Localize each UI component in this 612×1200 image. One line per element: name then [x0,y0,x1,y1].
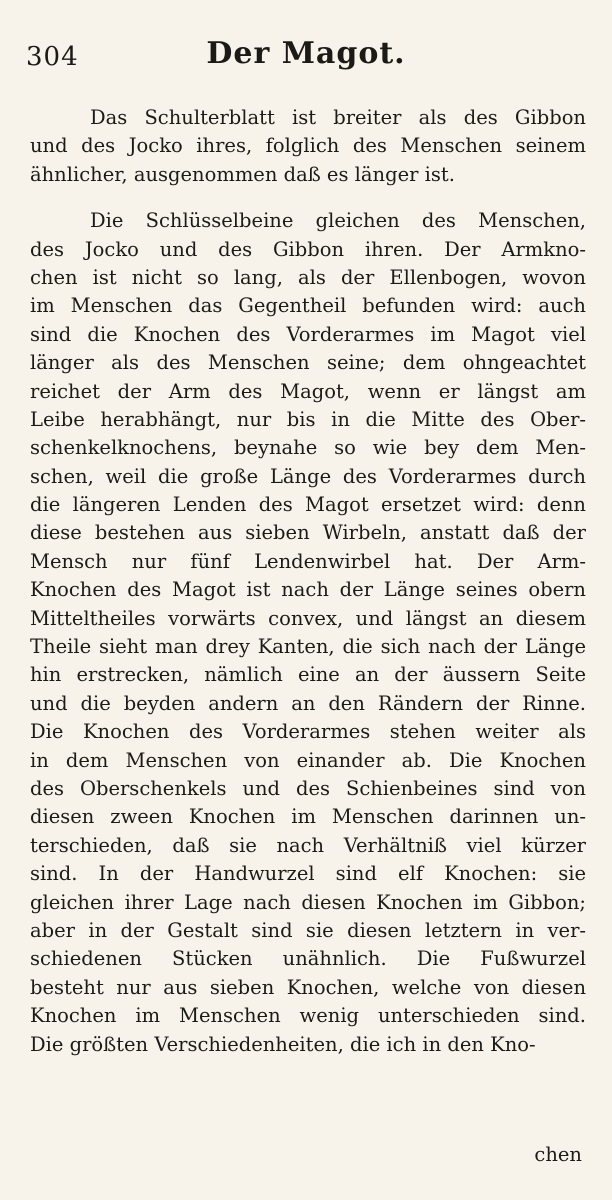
text-line: besteht nur aus sieben Knochen, welche von diesen [30,975,586,999]
text-line: schenkelknochens, beynahe so wie bey dem Men- [30,436,586,460]
running-title: Der Magot. [206,36,406,71]
text-line: Leibe herabhängt, nur bis in die Mitte des Ober- [30,407,586,431]
text-line: Das Schulterblatt ist breiter als des Gibbon [90,106,586,129]
text-line: sind die Knochen des Vorderarmes im Magot viel [30,322,586,346]
text-line: Mitteltheiles vorwärts convex, und längst an diesem [30,606,586,630]
text-line: Die Schlüsselbeine gleichen des Menschen, [90,209,586,233]
text-line: des Jocko und des Gibbon ihren. Der Armkno- [30,237,586,261]
text-line: Knochen im Menschen wenig unterschieden sind. [30,1004,586,1028]
text-line: terschieden, daß sie nach Verhältniß viel kürzer [30,833,586,857]
page-number: 304 [26,42,79,72]
text-line: Mensch nur fünf Lendenwirbel hat. Der Arm- [30,549,586,573]
text-line: sind. In der Handwurzel sind elf Knochen: sie [30,862,586,886]
text-line: aber in der Gestalt sind sie diesen letztern in ver- [30,918,586,942]
text-line: schen, weil die große Länge des Vorderarmes durch [30,464,586,488]
text-line: Knochen des Magot ist nach der Länge seines obern [30,578,586,602]
text-line: schiedenen Stücken unähnlich. Die Fußwurzel [30,947,586,971]
text-line: hin erstrecken, nämlich eine an der äussern Seite [30,663,586,687]
text-line: länger als des Menschen seine; dem ohngeachtet [30,351,586,375]
paragraph [30,104,586,189]
text-line: chen ist nicht so lang, als der Ellenbogen, wovon [30,265,586,289]
text-line: diesen zween Knochen im Menschen darinnen un- [30,805,586,829]
text-line: im Menschen das Gegentheil befunden wird: auch [30,294,586,318]
text-line: reichet der Arm des Magot, wenn er längst am [30,379,586,403]
page-header [22,36,590,76]
text-line: diese bestehen aus sieben Wirbeln, anstatt daß der [30,521,586,545]
text-line: in dem Menschen von einander ab. Die Knochen [30,748,586,772]
text-line: gleichen ihrer Lage nach diesen Knochen im Gibbon; [30,890,586,914]
text-line: Theile sieht man drey Kanten, die sich nach der Länge [30,635,586,659]
text-line: die längeren Lenden des Magot ersetzet wird: denn [30,493,586,517]
text-line: ähnlicher, ausgenommen daß es länger ist. [30,162,455,186]
paragraph [30,207,586,1059]
catchword: chen [534,1143,582,1166]
text-line: des Oberschenkels und des Schienbeines sind von [30,776,586,800]
text-line: Die größten Verschiedenheiten, die ich in den Kno- [30,1032,536,1056]
text-line: und des Jocko ihres, folglich des Menschen seinem [30,134,586,158]
text-line: Die Knochen des Vorderarmes stehen weiter als [30,720,586,744]
body-text [30,104,586,1059]
text-line: und die beyden andern an den Rändern der Rinne. [30,691,586,715]
